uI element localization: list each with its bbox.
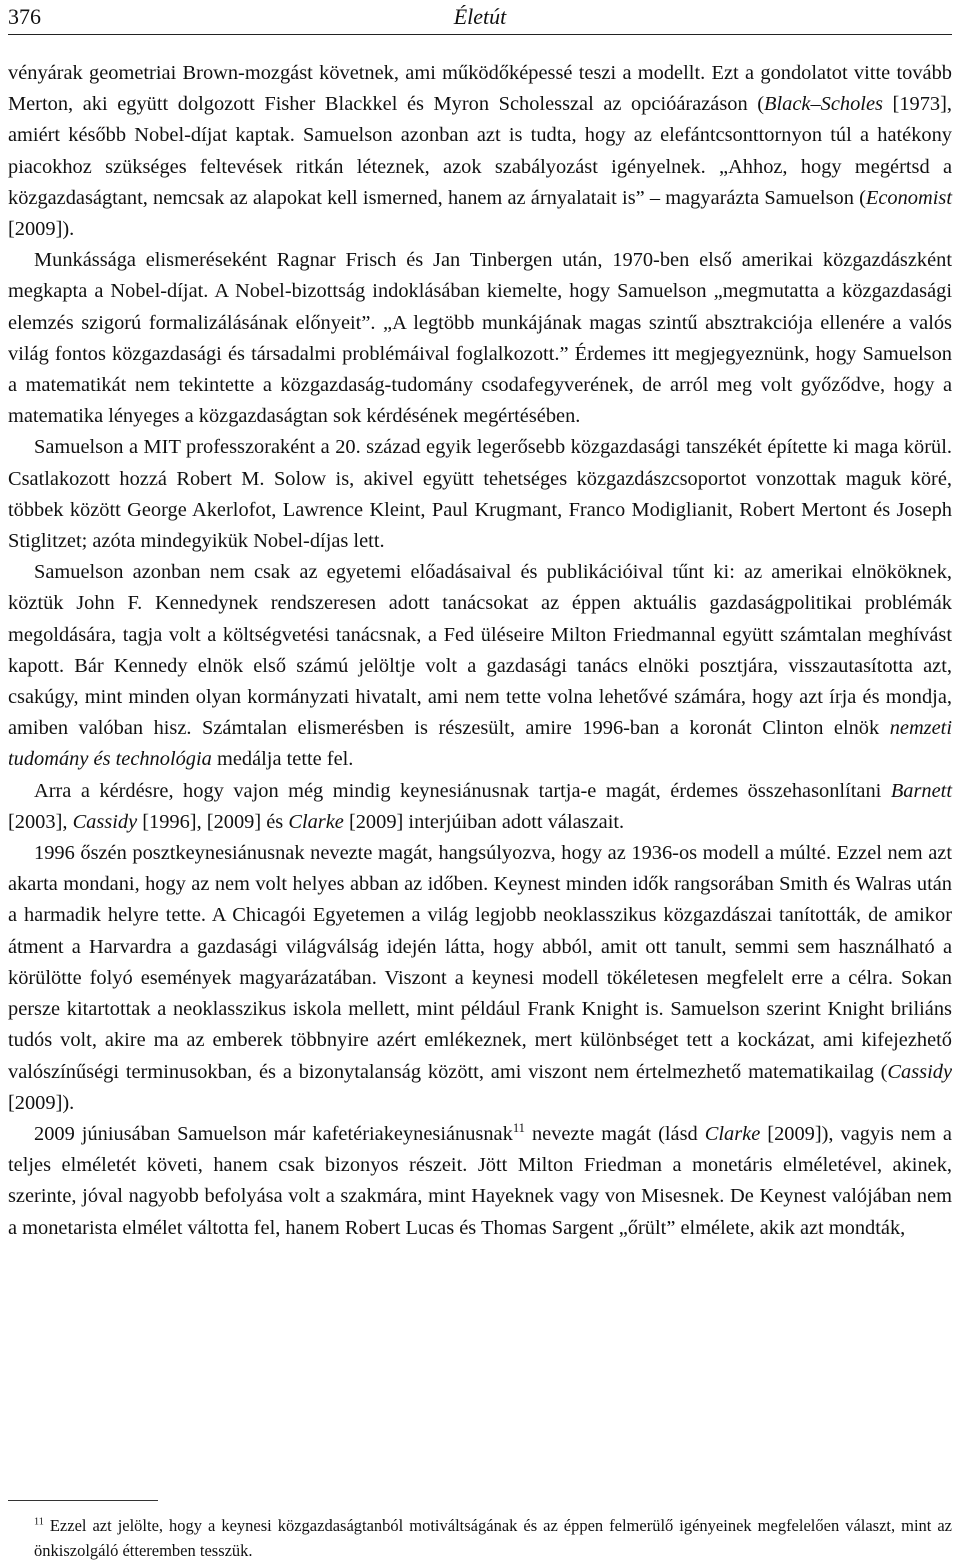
text-run: [2003], xyxy=(8,810,73,833)
paragraph xyxy=(8,838,952,1119)
text-run: Samuelson azonban nem csak az egyetemi előadásaival és publikációival tűnt ki: az amerikai elnököknek, köztük John F. Kennedynek rendszeresen adott tanácsokat az éppen aktuális gazdaságpolitikai problémák megoldására, tagja volt a költségvetési tanácsnak, a Fed üléseire Milton Friedmannal együtt számtalan meghívást kapott. Bár Kennedy elnök első számú jelöltje volt a gazdasági tanács elnöki posztjára, visszautasította azt, csakúgy, mint minden olyan kormányzati hivatalt, ami nem tette volna lehetővé számára, hogy azt írja és mondja, amiben valóban hisz. Számtalan elismerésben is részesült, amire 1996-ban a koronát Clinton elnök xyxy=(8,561,952,740)
italic-text: Barnett xyxy=(890,779,952,802)
footnote-separator xyxy=(8,1500,158,1501)
paragraph xyxy=(8,432,952,557)
italic-text: Black–Scholes xyxy=(764,93,883,116)
text-run: [1973], amiért később Nobel-díjat kaptak. Samuelson azonban azt is tudta, hogy az elefántcsonttornyon túl a hatékony piacokhoz szükséges feltevések ritkán léteznek, azok szabályozást igényelnek. „Ahhoz, hogy megértsd a közgazdaságtant, nemcsak az alapokat kell ismerned, hanem az árnyalatait is” – magyarázta Samuelson ( xyxy=(8,93,952,209)
body-text xyxy=(8,58,952,1244)
text-run: 1996 őszén posztkeynesiánusnak nevezte magát, hangsúlyozva, hogy az 1936-os modell a múlté. Ezzel nem azt akarta mondani, hogy az nem volt helyes abban az időben. Keynest minden idők rangsorában Smith és Walras után a harmadik helyre tette. A Chicagói Egyetemen a világ legjobb neoklasszikus közgazdászai tanították, de amikor átment a Harvardra a gazdasági világválság idején látta, hogy abból, amit ott tanult, semmi sem használható a körülötte folyó események magyarázatában. Viszont a keynesi modell tökéletesen megfelelt erre a célra. Sokan persze kitartottak a neoklasszikus iskola mellett, mint például Frank Knight is. Samuelson szerint Knight briliáns tudós volt, akire ma az emberek többnyire azért emlékeznek, mert különbséget tett a kockázat, ami kifejezhető valószínűségi terminusokban, és a bizonytalanság között, ami viszont nem értelmezhető matematikailag ( xyxy=(8,842,952,1083)
paragraph xyxy=(8,557,952,775)
running-title: Életút xyxy=(453,4,507,29)
page-number: 376 xyxy=(8,4,41,29)
text-run: medálja tette fel. xyxy=(211,748,354,771)
italic-text: Clarke xyxy=(704,1122,761,1145)
italic-text: Clarke xyxy=(288,810,344,833)
text-run: vényárak geometriai Brown-mozgást követnek, ami működőképessé teszi a modellt. Ezt a gondolatot vitte tovább Merton, aki együtt dolgozott Fisher Blackkel és Myron Scholesszal az opcióárazáson ( xyxy=(8,62,952,116)
text-run: [1996], [2009] és xyxy=(137,810,289,833)
text-run: [2009]), vagyis nem a teljes elméletét követi, hanem csak bizonyos részeit. Jött Milton Friedman a monetáris elméletével, akinek, szerinte, jóval nagyobb befolyása volt a szakmára, mint Hayeknek vagy von Misesnek. De Keynest valójában nem a monetarista elmélet váltotta fel, hanem Robert Lucas és Thomas Sargent „őrült” elmélete, akik azt mondták, xyxy=(8,1122,952,1239)
paragraph xyxy=(8,245,952,432)
text-run: [2009]). xyxy=(8,1091,75,1114)
text-run: nevezte magát (lásd xyxy=(524,1122,705,1145)
footnote-text: Ezzel azt jelölte, hogy a keynesi közgazdaságtanból motiváltságának és az éppen felmerülő igényeinek megfelelően választ, mint az önkiszolgáló étteremben tesszük. xyxy=(34,1516,953,1560)
paragraph xyxy=(8,1119,952,1244)
italic-text: Cassidy xyxy=(72,810,138,833)
page-header xyxy=(8,0,952,35)
footnote-reference: 11 xyxy=(512,1121,525,1136)
italic-text: nemzeti tudomány és technológia xyxy=(8,717,952,771)
italic-text: Economist xyxy=(865,186,952,209)
text-run: [2009]). xyxy=(8,218,75,241)
footnote xyxy=(8,1514,952,1563)
text-run: 2009 júniusában Samuelson már kafetériakeynesiánusnak xyxy=(34,1122,513,1145)
paragraph xyxy=(8,776,952,838)
italic-text: Cassidy xyxy=(887,1060,952,1083)
text-run: Samuelson a MIT professzoraként a 20. század egyik legerősebb közgazdasági tanszékét építette ki maga körül. Csatlakozott hozzá Robert M. Solow is, akivel együtt tehetséges közgazdászcsoportot vonzottak maguk köré, többek között George Akerlofot, Lawrence Kleint, Paul Krugmant, Franco Modiglianit, Robert Mertont és Joseph Stiglitzet; azóta mindegyikük Nobel-díjas lett. xyxy=(8,436,952,553)
text-run: Arra a kérdésre, hogy vajon még mindig keynesiánusnak tartja-e magát, érdemes összehasonlítani xyxy=(34,779,891,802)
text-run: Munkássága elismeréseként Ragnar Frisch és Jan Tinbergen után, 1970-ben első amerikai közgazdászként megkapta a Nobel-díjat. A Nobel-bizottság indoklásában kiemelte, hogy Samuelson „megmutatta a közgazdasági elemzés szigorú formalizálásának előnyeit”. „A legtöbb munkájának magas szintű absztrakciója ellenére a valós világ fontos közgazdasági és társadalmi problémáival foglalkozott.” Érdemes itt megjegyeznünk, hogy Samuelson a matematikát nem tekintette a közgazdaság-tudomány csodafegyverének, de arról meg volt győződve, hogy a matematika lényeges a közgazdaságtan sok kérdésének megértésében. xyxy=(8,249,952,428)
text-run: [2009] interjúiban adott válaszait. xyxy=(343,810,625,833)
footnote-marker: 11 xyxy=(34,1516,44,1528)
paragraph xyxy=(8,58,952,245)
